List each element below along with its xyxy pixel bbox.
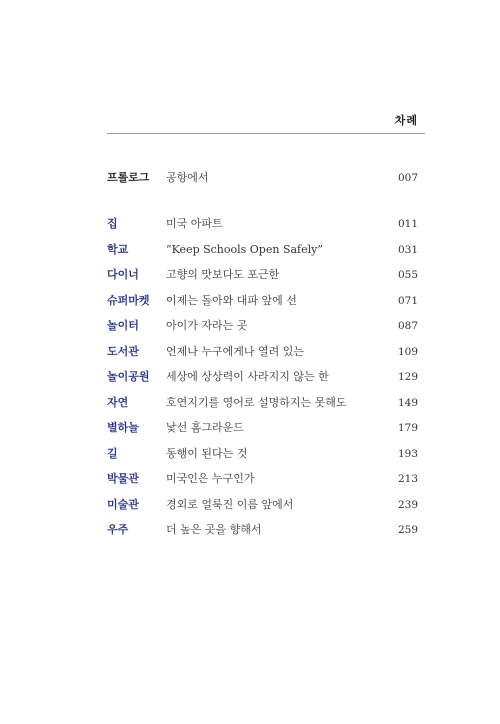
heading-divider [107,133,425,134]
toc-entry[interactable] [0,420,500,436]
chapter-label: 미술관 [107,497,139,511]
toc-entry-prologue[interactable] [0,170,500,186]
chapter-label: 길 [107,446,118,460]
chapter-page-number: 087 [397,320,418,332]
chapter-title: “Keep Schools Open Safely” [166,242,323,256]
chapter-title: 호연지기를 영어로 설명하지는 못해도 [166,395,347,409]
chapter-title: 세상에 상상력이 사라지지 않는 한 [166,370,329,383]
toc-entry[interactable] [0,216,500,232]
chapter-title: 언제나 누구에게나 열려 있는 [166,344,305,358]
chapter-page-number: 071 [397,294,418,307]
chapter-label: 집 [107,217,118,230]
prologue-label: 프롤로그 [107,171,150,184]
chapter-page-number: 213 [397,473,418,485]
chapter-label: 놀이공원 [107,370,150,383]
toc-entry[interactable] [0,318,500,334]
prologue-page-number: 007 [397,172,418,184]
toc-entry[interactable] [0,267,500,283]
chapter-title: 미국인은 누구인가 [166,472,255,485]
toc-entry[interactable] [0,497,500,513]
toc-entry[interactable] [0,242,500,258]
chapter-title: 낯선 홈그라운드 [166,421,244,434]
chapter-label: 놀이터 [107,319,139,332]
toc-entry[interactable] [0,369,500,385]
toc-entry[interactable] [0,293,500,309]
chapter-title: 미국 아파트 [166,217,223,230]
chapter-title: 경외로 얼룩진 이름 앞에서 [166,497,294,511]
chapter-page-number: 239 [397,498,418,511]
chapter-label: 슈퍼마켓 [107,293,150,307]
chapter-label: 도서관 [107,344,139,358]
toc-entry[interactable] [0,522,500,538]
toc-heading: 차례 [394,114,418,127]
toc-entry[interactable] [0,395,500,411]
chapter-page-number: 109 [397,345,418,358]
chapter-title: 더 높은 곳을 향해서 [166,523,262,536]
chapter-label: 학교 [107,242,129,256]
toc-entry[interactable] [0,344,500,360]
chapter-label: 자연 [107,395,129,409]
toc-entry[interactable] [0,446,500,462]
prologue-title: 공항에서 [166,171,209,184]
chapter-label: 다이너 [107,268,139,281]
chapter-page-number: 179 [397,422,418,434]
chapter-title: 아이가 자라는 곳 [166,319,248,332]
chapter-title: 이제는 돌아와 대파 앞에 선 [166,293,297,307]
chapter-label: 별하늘 [107,421,139,434]
chapter-page-number: 129 [397,371,418,383]
chapter-page-number: 031 [397,243,418,256]
chapter-label: 우주 [107,523,129,536]
toc-entry[interactable] [0,471,500,487]
chapter-page-number: 149 [397,396,418,409]
chapter-page-number: 193 [397,447,418,460]
chapter-page-number: 259 [397,524,418,536]
chapter-label: 박물관 [107,472,139,485]
chapter-title: 동행이 된다는 것 [166,446,248,460]
chapter-page-number: 011 [397,218,418,230]
chapter-page-number: 055 [397,269,418,281]
chapter-title: 고향의 맛보다도 포근한 [166,268,280,281]
